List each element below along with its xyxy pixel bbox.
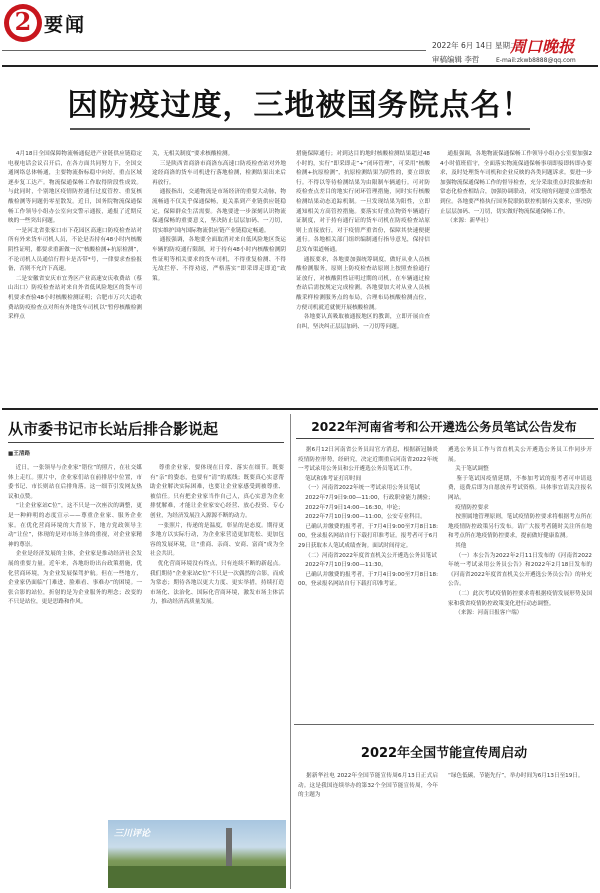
- headline-underline: [70, 128, 530, 130]
- opinion-body: 近日，一张领导与企业家“错位”的照片，在社交媒体上走红。照片中，企业家们站在前排居中位置，市委书记、市长则站在后排角落。这一细节引发网友热议和点赞。 “让企业家站C位”，这不只是一次座次的调整，更是一种鲜明的态度宣示——尊重企业家、服务企业家。在优化营商环境的大背景下，地方党政领导主动“让位”，体现的是对市场主体的重视，对企业家精神的尊崇。 企业是经济发展的主体，企业家是推动经济社会发展的重要力量。近年来，各地纷纷出台政策措施，优化营商环境，为企业发展保驾护航。但在一些地方，企业家仍面临“门难进、脸难看、事难办”的困境。一张合影的站位，折射的是为企业服务的理念；改变的不只是站位，更是思路和作风。 尊重企业家，要体现在日常、落实在细节。既要有“亲”的姿态，也要有“清”的底线；既要真心实意帮助企业解决实际困难，也要让企业家感受到被尊重、被信任。只有把企业家当作自己人，真心实意为企业排忧解难，才能让企业家安心经营、放心投资、专心创业，为经济发展注入源源不断的动力。 一张照片，传递的是温度，彰显的是态度。期待更多地方以实际行动，为企业家营造更加宽松、更加包容的发展环境，让“重商、亲商、安商、富商”成为全社会共识。 优化营商环境没有终点，只有连续不断的新起点。我们期待“企业家站C位”不只是一次偶然的合影，而成为常态；期待各地以更大力度、更实举措，持续打造市场化、法治化、国际化营商环境，激发市场主体活力，推动经济高质量发展。: [8, 465, 284, 606]
- main-article-col-2: 关，无相关制度”要求核酸检测。 三是陕西省商洛市商洛东高速口防疫检查站对外地途经商洛的货车司机进行落地检测，检测结果出来后再放行。 通报指出，交通物流是市场经济的重要大动脉，物流畅通不仅关乎保通保畅，更关系到产业链供应链稳定，保障群众生活需要。各地要进一步深刻认识物流保通保畅的重要意义，坚决防止层层加码、一刀切，切实维护国内国际物流供应链产业链稳定畅通。 通报强调，各地要全面取消对来自低风险地区货运车辆的防疫通行限制，对于持有48小时内核酸检测阴性证明等相关要求的货车司机，不得重复检测、不得无故拦停、不得劝返，严格落实“即采即走即追”政策。: [152, 151, 286, 282]
- exam-col-1: 据6月12日河南省公务员局官方消息，根据新冠肺炎疫情防控形势，经研究，决定近期重启河南省2022年统一考试录用公务员和公开遴选公务员笔试工作。 笔试和准考证打印时间 （一）河南省2022年统一考试录用公务员笔试 2022年7月9日9:00—11:00，行政职业能力测验； 2022年7月9日14:00—16:30，申论； 2022年7月10日9:00—11:00，公安专业科目。 已确认并缴费的报考者，于7月4日9:00至7月8日18:00，登录报名网站自行下载打印准考证。报考者可于6月29日获取本人笔试成绩查询。面试时间待定。 （二）河南省2022年度省直机关公开遴选公务员笔试 2022年7月10日9:00—11:30。 已确认并缴费的报考者，于7月4日9:00至7月8日18:00，登录报名网站自行下载打印准考证。: [298, 447, 438, 588]
- exam-title-rule: [296, 438, 594, 439]
- exam-col-2: 遴选公务员工作与省直机关公开遴选公务员工作同步开展。 关于笔试调整 鉴于笔试因疫情延期，不参加考试的报考者可申请退费，退费后即为自愿放弃考试资格。具体事宜请关注报名网站。 疫情防控要求 按照属地管理原则，笔试疫情防控要求将根据考点所在地疫情防控政策另行发布。请广大报考者随时关注所在地和考点所在地疫情防控要求，提前做好健康监测。 其他 （一）本公告为2022年2月11日发布的《河南省2022年统一考试录用公务员公告》和2022年2月18日发布的《河南省2022年度省直机关公开遴选公务员公告》的补充公告。 （二）此次考试疫情防控要求将根据疫情发展形势及国家和我省疫情防控政策变化进行动态调整。 （来源：河南日报客户端）: [448, 447, 592, 617]
- image-caption: 三川评论: [114, 829, 151, 839]
- section-name: 要闻: [44, 14, 87, 36]
- tower-shape: [226, 828, 232, 870]
- email: E-mail:zkwb8888@qq.com: [496, 57, 576, 64]
- page-number: 2: [14, 7, 32, 36]
- exam-title: 2022年河南省考和公开遴选公务员笔试公告发布: [311, 420, 577, 434]
- vertical-divider: [290, 414, 291, 889]
- opinion-title: 从市委书记市长站后排合影说起: [8, 420, 219, 438]
- opinion-image: [108, 820, 286, 888]
- header-rule: [2, 50, 426, 51]
- energy-title: 2022年全国节能宣传周启动: [360, 746, 528, 761]
- main-article-col-4: 通报强调，各地物流保通保畅工作领导小组办公室要加强24小时值班值守，全面落实物流保通保畅事项即接即转即办要求，及时处理货车司机和企业反映的各类问题诉求。要进一步加强物流保通保畅工作的督导检查，充分采取重点时段抽查和常态化检查相结合，加强协调联动，对发现的问题要立即整改到位。各地要严格执行国务院联防联控机制有关要求，坚决防止层层加码、一刀切，切实做好物流保通保畅工作。 （来源：新华社）: [440, 151, 592, 225]
- section-divider: [2, 408, 598, 410]
- main-article-col-3: 措施保障通行；对到达目的地时核酸检测结果超过48小时的，实行“即采即走”+“闭环管理”，可采用“核酸检测+抗原检测”，抗原检测结果为阴性的，要立即放行。不得以等待检测结果为由限制车辆通行。可对防疫检查点差目的地实行闭环管理措施，同时实行核酸检测结果动态追踪机制。一旦发现结果为阳性，立即通知相关方高管控措施。要落实好重点物资车辆通行证制度，对于持有通行证的货车司机在防疫检查站原则上直接放行，对于疫情严重省份，保障其快速便捷通行。各地相关部门组织编制通行指导意见，保持信息发布渠道畅通。 通报要求，各地要加强统筹调度，做好从业人员核酸检测服务，原则上防疫检查站原则上按照查验通行证放行，对核酸阴性证明过期的司机，在车辆通过检查站后需按规定完成检测。各地要加大对从业人员核酸采样检测服务点的布局，合理布局核酸检测点位，方便司机就近就便开展核酸检测。 各地要认真吸取被通报地区的教训，立即开展自查自纠，坚决纠正层层加码、一刀切等问题。: [296, 151, 430, 330]
- page-number-badge: [4, 4, 42, 42]
- editor-line: 审稿编辑 李哲: [432, 55, 480, 64]
- main-article-col-1: 4月18日全国保障物流畅通促进产业链供应链稳定电视电话会议召开后，在各方面共同努力下，全国交通网络总体畅通，主要物流指标稳中向好，重点区域逐步复工达产。物流保通保畅工作取得阶段性成效。与此同时，个别地区疫情防控通行过度管控、重复核酸检测等问题仍零星散发。近日，国务院物流保通保畅工作领导小组办公室向交警示通报，通报了近期反映的一些突出问题。 一是河北省张家口市下花园区高速口防疫检查站对所有外来货车司机人员，不论是否持有48小时内核酸阴性证明，都要求重新做一次“核酸检测+抗原检测”，不论司机人员通信行程卡是否带*号，一律要求查验报备，否则不允许下高速。 二是安徽省安庆市宜秀区产业高速安庆收费站（蔡山出口）防疫检查站对来自外省低风险地区的货车司机要求查验48小时核酸检测证明；合肥市万兴大道收费站防疫检查点对所有外地货车司机以“暂停核酸检测采样点: [8, 151, 142, 321]
- brand-logo: 周口晚报: [510, 37, 575, 56]
- page-header: [0, 0, 600, 66]
- opinion-title-rule: [8, 442, 284, 443]
- headline: 因防疫过度，三地被国务院点名！: [67, 88, 533, 123]
- header-rule-bottom: [2, 65, 598, 67]
- energy-col-1: 据新华社电 2022年全国节能宣传周6月13日正式启动。这是我国连续举办的第32个全国节能宣传周，今年的主题为: [298, 773, 438, 799]
- energy-col-2: “绿色低碳，节能先行”，举办时间为6月13日至19日。: [448, 773, 584, 779]
- opinion-author: ■王清路: [8, 451, 31, 457]
- tree-band: [108, 866, 286, 888]
- bottom-rule: [294, 724, 594, 725]
- date-line: 2022年 6月 14日 星期二: [432, 41, 518, 50]
